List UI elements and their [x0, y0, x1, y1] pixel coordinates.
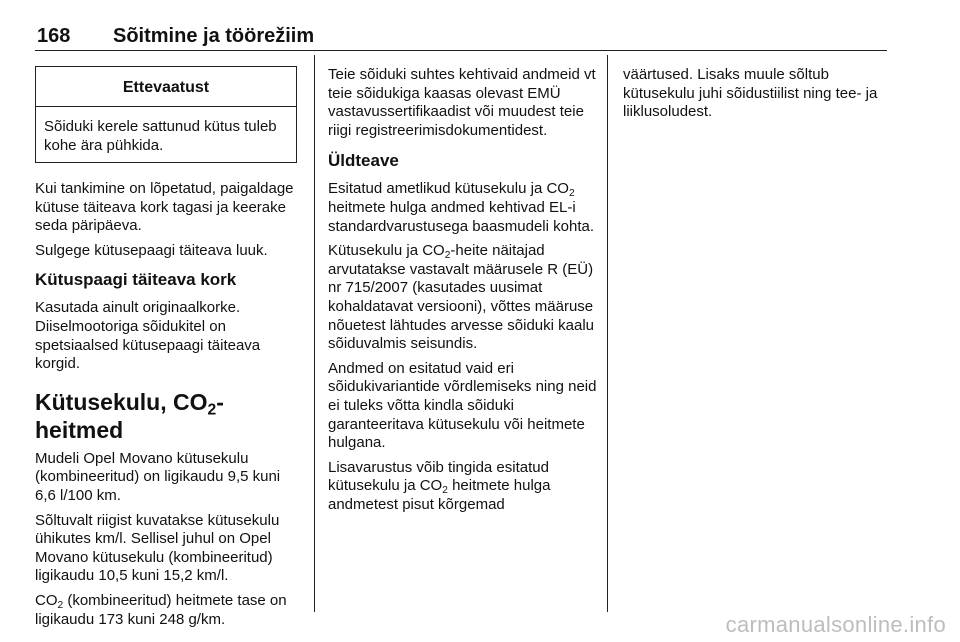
paragraph-original-caps: Kasutada ainult originaalkorke. Diiselmootoriga sõidukitel on spetsiaalsed kütusepaagi täiteava korgid.: [35, 299, 261, 373]
paragraph-official-data: Esitatud ametlikud kütusekulu ja $CO_2$ heitmete hulga andmed kehtivad EL-i standardvarustusega baasmudeli kohta.: [328, 180, 595, 235]
page-number: 168: [37, 25, 71, 47]
caution-title: Ettevaatust: [36, 67, 296, 107]
paragraph-comparison: Andmed on esitatud vaid eri sõidukivariantide võrdlemiseks ning neid ei tuleks võtta kindla sõiduki garanteeritava kütusekulu või heitmete hulgana.: [328, 359, 597, 452]
column-divider-left: [314, 55, 315, 612]
running-title: Sõitmine ja töörežiim: [113, 25, 315, 47]
column-divider-right: [607, 55, 608, 612]
heading-fuel-consumption: Kütusekulu, $CO_2$-heitmed: [35, 388, 224, 443]
caution-text: Sõiduki kerele sattunud kütus tuleb kohe ära pühkida.: [44, 118, 277, 154]
paragraph-calculation: Kütusekulu ja $CO_2$-heite näitajad arvutatakse vastavalt määrusele R (EÜ) nr 715/2007 (kasutades uusimat kohaldatavat versiooni), võttes määruse nõuetest lähtudes arvesse sõiduki kaalu sõiduvalmis seisundis.: [328, 242, 595, 353]
paragraph-co2-level: $CO_2$ (kombineeritud) heitmete tase on ligikaudu 173 kuni 248 g/km.: [35, 591, 287, 628]
paragraph-driving-style: väärtused. Lisaks muule sõltub kütusekulu juhi sõidustiilist ning tee- ja liiklusoludest.: [623, 66, 878, 121]
paragraph-refuel-done: Kui tankimine on lõpetatud, paigaldage kütuse täiteava kork tagasi ja keerake seda päripäeva.: [35, 180, 294, 235]
paragraph-close-flap: Sulgege kütusepaagi täiteava luuk.: [35, 241, 268, 259]
column-1: [35, 66, 303, 635]
paragraph-consumption-l100km: Mudeli Opel Movano kütusekulu (kombineeritud) on ligikaudu 9,5 kuni 6,6 l/100 km.: [35, 449, 281, 504]
heading-general: Üldteave: [328, 151, 399, 171]
paragraph-consumption-kml: Sõltuvalt riigist kuvatakse kütusekulu ühikutes km/l. Sellisel juhul on Opel Movano kütusekulu (kombineeritud) ligikaudu 10,5 kuni 15,2 km/l.: [35, 511, 280, 585]
watermark: carmanualsonline.info: [725, 612, 946, 637]
paragraph-optional-equipment: Lisavarustus võib tingida esitatud kütusekulu ja $CO_2$ heitmete hulga andmetest pisut kõrgemad: [328, 458, 551, 513]
heading-fuel-cap: Kütuspaagi täiteava kork: [35, 270, 237, 290]
column-3: [623, 66, 885, 128]
header-rule: [35, 50, 887, 51]
column-2: [328, 66, 598, 520]
paragraph-certificate: Teie sõiduki suhtes kehtivaid andmeid vt teie sõidukiga kaasas olevast EMÜ vastavussertifikaadist või muudest teie riigi registreerimisdokumentidest.: [328, 66, 596, 139]
caution-box: [35, 66, 297, 163]
